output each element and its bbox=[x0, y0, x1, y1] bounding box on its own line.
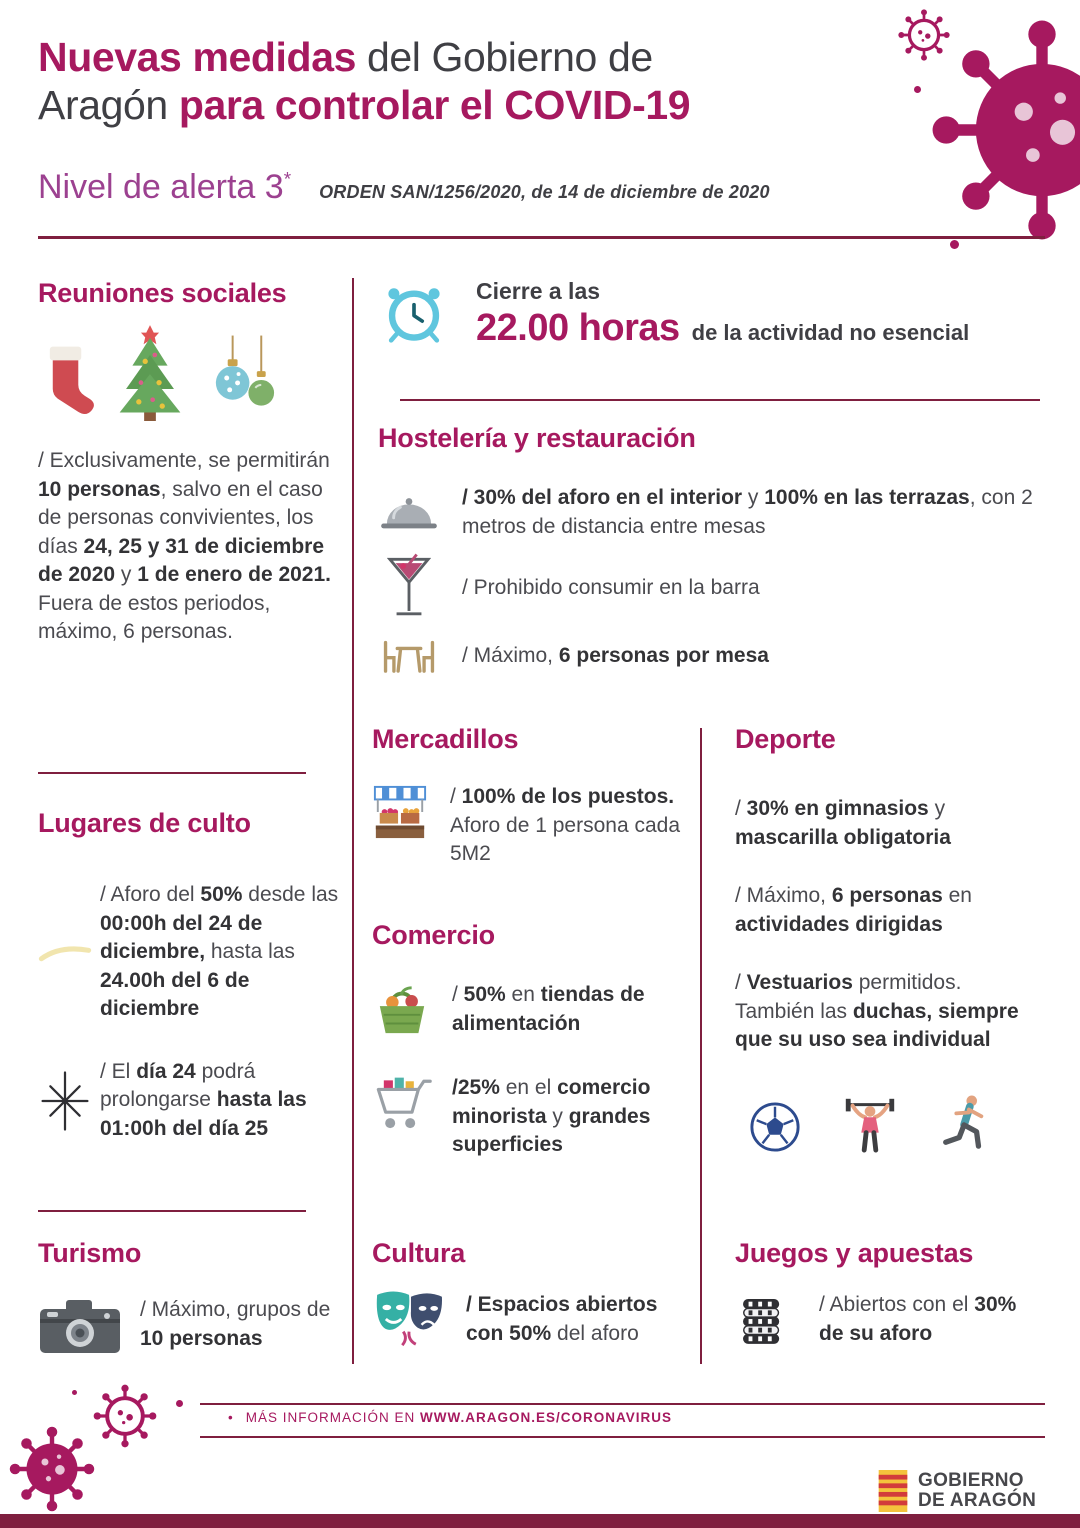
alert-level-text: Nivel de alerta 3 bbox=[38, 167, 284, 206]
candle-icon bbox=[38, 940, 92, 964]
section-hosteleria bbox=[378, 423, 1043, 679]
section-divider bbox=[400, 399, 1040, 401]
hospitality-table-text: / Máximo, 6 personas por mesa bbox=[462, 643, 769, 667]
gambling-capacity-text: / Abiertos con el 30% de su aforo bbox=[819, 1293, 1017, 1345]
weightlifter-icon bbox=[843, 1093, 897, 1153]
shopping-cart-icon bbox=[372, 1074, 432, 1134]
cocktail-icon bbox=[387, 553, 431, 623]
icon-box bbox=[372, 983, 432, 1037]
section-title-deporte: Deporte bbox=[735, 724, 836, 754]
section-title-comercio: Comercio bbox=[372, 920, 495, 950]
worship-extension-item bbox=[38, 1058, 343, 1144]
gambling-item bbox=[735, 1291, 1043, 1348]
section-divider bbox=[38, 1210, 306, 1212]
closing-time: 22.00 horas bbox=[476, 307, 680, 349]
icon-box bbox=[378, 489, 440, 537]
section-title-mercadillos: Mercadillos bbox=[372, 724, 519, 754]
commerce-retail-item bbox=[372, 1074, 688, 1160]
icon-box bbox=[38, 940, 92, 964]
icon-box bbox=[735, 1292, 793, 1348]
tourism-groups-text: / Máximo, grupos de 10 personas bbox=[140, 1298, 331, 1350]
hospitality-bar-item bbox=[378, 553, 1043, 623]
section-title-reuniones: Reuniones sociales bbox=[38, 278, 287, 308]
decor-dot bbox=[950, 240, 959, 249]
section-divider bbox=[38, 772, 306, 774]
section-comercio bbox=[372, 920, 688, 1160]
icon-box bbox=[372, 783, 428, 841]
theater-masks-icon bbox=[374, 1291, 446, 1349]
section-deporte bbox=[735, 724, 1040, 1153]
icon-box bbox=[372, 1291, 448, 1349]
section-turismo bbox=[38, 1238, 348, 1355]
tourism-item bbox=[38, 1295, 348, 1355]
decor-dot bbox=[176, 1400, 183, 1407]
commerce-retail-text: /25% en el comercio minorista y grandes superficies bbox=[452, 1076, 651, 1157]
icon-box bbox=[378, 633, 440, 679]
logo-line-2: DE ARAGÓN bbox=[918, 1490, 1037, 1511]
social-rules-text: / Exclusivamente, se permitirán 10 personas, salvo en el caso de personas convivientes, los días 24, 25 y 31 de diciembre de 2020 y 1 de enero de 2021. Fuera de estos periodos, máximo, 6 personas. bbox=[38, 449, 332, 644]
markets-capacity-text: / 100% de los puestos. Aforo de 1 persona cada 5M2 bbox=[450, 785, 680, 866]
worship-extension-text: / El día 24 podrá prolongarse hasta las 01:00h del día 25 bbox=[100, 1059, 307, 1140]
sport-lockers-text: / Vestuarios permitidos. También las duchas, siempre que su uso sea individual bbox=[735, 971, 1019, 1052]
commerce-food-item bbox=[372, 981, 688, 1038]
closing-prefix: Cierre a las bbox=[476, 278, 601, 304]
icon-box bbox=[372, 1074, 432, 1134]
section-cultura bbox=[372, 1238, 688, 1349]
section-juegos-apuestas bbox=[735, 1238, 1043, 1348]
closing-text bbox=[476, 278, 969, 350]
christmas-tree-icon bbox=[110, 323, 190, 421]
sport-gyms-text: / 30% en gimnasios y mascarilla obligatoria bbox=[735, 797, 951, 849]
hospitality-capacity-item bbox=[378, 484, 1043, 541]
bottom-bar bbox=[0, 1514, 1080, 1528]
alarm-clock-icon bbox=[382, 278, 446, 346]
section-title-turismo: Turismo bbox=[38, 1238, 142, 1268]
commerce-food-text: / 50% en tiendas de alimentación bbox=[452, 983, 645, 1035]
market-stall-icon bbox=[372, 783, 428, 841]
closing-suffix: de la actividad no esencial bbox=[691, 320, 970, 345]
footer-rule-bottom bbox=[200, 1436, 1045, 1438]
markets-item bbox=[372, 783, 688, 869]
closing-line bbox=[476, 307, 969, 350]
table-chairs-icon bbox=[378, 633, 440, 679]
runner-icon bbox=[939, 1093, 991, 1153]
section-title-hosteleria: Hostelería y restauración bbox=[378, 423, 696, 453]
section-reuniones-sociales bbox=[38, 278, 340, 647]
decor-dot bbox=[914, 86, 921, 93]
alert-level bbox=[38, 168, 291, 207]
title-line-2: Aragón para controlar el COVID-19 bbox=[38, 81, 691, 128]
culture-item bbox=[372, 1291, 688, 1349]
hospitality-capacity-text: / 30% del aforo en el interior y 100% en las terrazas, con 2 metros de distancia entre mesas bbox=[462, 486, 1033, 538]
culture-capacity-text: / Espacios abiertos con 50% del aforo bbox=[466, 1293, 658, 1345]
section-title-culto: Lugares de culto bbox=[38, 808, 251, 838]
gobierno-aragon-logo bbox=[878, 1470, 1036, 1512]
poster-title bbox=[38, 34, 888, 130]
header-rule bbox=[38, 236, 1045, 239]
bullet: • bbox=[228, 1410, 234, 1425]
icon-box bbox=[38, 1295, 122, 1355]
section-lugares-de-culto bbox=[38, 808, 343, 1143]
stocking-icon bbox=[40, 341, 94, 421]
poker-chips-icon bbox=[737, 1292, 791, 1348]
footer-rule-top bbox=[200, 1403, 1045, 1405]
title-line-1: Nuevas medidas del Gobierno de bbox=[38, 34, 653, 80]
sport-groups-text: / Máximo, 6 personas en actividades dirigidas bbox=[735, 884, 972, 936]
order-reference: ORDEN SAN/1256/2020, de 14 de diciembre de 2020 bbox=[319, 181, 770, 202]
worship-hours-item bbox=[38, 881, 343, 1024]
section-title-cultura: Cultura bbox=[372, 1238, 466, 1268]
more-info bbox=[228, 1410, 672, 1425]
logo-text bbox=[918, 1471, 1036, 1510]
section-title-juegos: Juegos y apuestas bbox=[735, 1238, 974, 1268]
virus-icon bbox=[8, 1425, 96, 1513]
logo-line-1: GOBIERNO bbox=[918, 1470, 1024, 1492]
section-mercadillos bbox=[372, 724, 688, 869]
soccer-ball-icon bbox=[749, 1101, 801, 1153]
closing-banner bbox=[382, 278, 1044, 350]
column-divider bbox=[352, 278, 354, 1364]
sport-icons-row bbox=[735, 1093, 1040, 1153]
hospitality-table-item bbox=[378, 633, 1043, 679]
column-divider bbox=[700, 728, 702, 1364]
camera-icon bbox=[39, 1295, 121, 1355]
icon-box bbox=[378, 553, 440, 623]
decor-dot bbox=[72, 1390, 77, 1395]
alert-row bbox=[38, 168, 888, 207]
aragon-flag-icon bbox=[878, 1470, 908, 1512]
baubles-icon bbox=[206, 333, 280, 421]
virus-icon bbox=[92, 1383, 158, 1449]
icon-box bbox=[38, 1070, 92, 1132]
virus-icon bbox=[928, 16, 1080, 244]
alert-asterisk: * bbox=[283, 169, 292, 191]
worship-hours-text: / Aforo del 50% desde las 00:00h del 24 de diciembre, hasta las 24.00h del 6 de diciembre bbox=[100, 883, 339, 1021]
cloche-icon bbox=[379, 489, 439, 537]
sparkle-star-icon bbox=[40, 1070, 90, 1132]
header bbox=[38, 34, 888, 207]
grocery-basket-icon bbox=[373, 983, 431, 1037]
christmas-icons-row bbox=[38, 323, 340, 421]
hospitality-bar-text: / Prohibido consumir en la barra bbox=[462, 575, 760, 599]
more-info-text: MÁS INFORMACIÓN EN WWW.ARAGON.ES/CORONAVIRUS bbox=[245, 1410, 672, 1425]
